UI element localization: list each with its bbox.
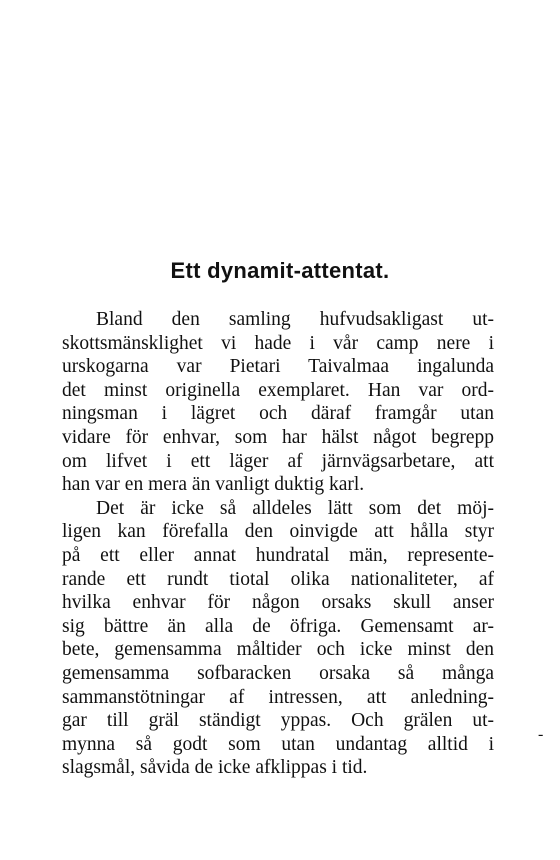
text-line: ligen kan förefalla den oinvigde att hålla styr <box>62 521 494 543</box>
text-line: rande ett rundt tiotal olika nationaliteter, af <box>62 568 494 590</box>
text-line: sig bättre än alla de öfriga. Gemensamt ar- <box>62 615 494 637</box>
chapter-title: Ett dynamit-attentat. <box>170 258 390 283</box>
text-line: på ett eller annat hundratal män, represente- <box>62 544 494 566</box>
text-line: gar till gräl ständigt yppas. Och grälen ut- <box>62 710 494 732</box>
text-line: om lifvet i ett läger af järnvägsarbetare, att <box>62 450 494 472</box>
text-line: vidare för enhvar, som har hälst något begrepp <box>62 426 494 448</box>
text-line: sammanstötningar af intressen, att anledning- <box>62 686 494 708</box>
text-line: bete, gemensamma måltider och icke minst den <box>62 639 494 661</box>
margin-mark: - <box>538 726 544 743</box>
text-line: det minst originella exemplaret. Han var ord- <box>62 379 494 401</box>
text-line: urskogarna var Pietari Taivalmaa ingalunda <box>62 356 494 378</box>
text-line: slagsmål, såvida de icke afklippas i tid. <box>62 757 368 779</box>
text-line: skottsmänsklighet vi hade i vår camp nere i <box>62 332 494 354</box>
text-line: Det är icke så alldeles lätt som det möj- <box>96 497 494 519</box>
text-line: gemensamma sofbaracken orsaka så många <box>62 662 494 684</box>
text-line: hvilka enhvar för någon orsaks skull anser <box>62 592 494 614</box>
text-line: han var en mera än vanligt duktig karl. <box>62 474 365 496</box>
body-text <box>62 308 494 780</box>
text-line: Bland den samling hufvudsakligast ut- <box>96 309 494 330</box>
text-line: ningsman i lägret och däraf framgår utan <box>62 403 494 425</box>
text-line: mynna så godt som utan undantag alltid i <box>62 733 494 755</box>
